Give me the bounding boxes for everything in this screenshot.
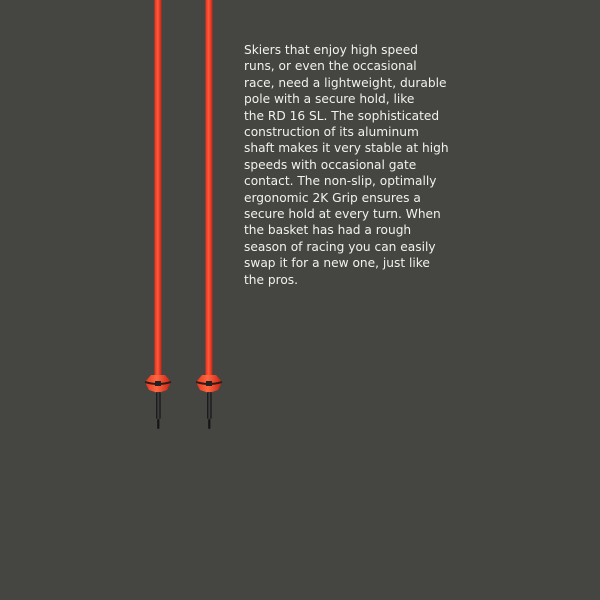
left-pole-shaft — [155, 0, 162, 376]
right-pole-point — [208, 419, 210, 429]
right-pole-tip — [207, 392, 212, 419]
left-basket-hub — [155, 381, 161, 386]
left-pole-tip — [156, 392, 161, 419]
left-pole-point — [157, 419, 159, 429]
right-pole-shaft — [206, 0, 213, 376]
right-basket-hub — [206, 381, 212, 386]
product-description: Skiers that enjoy high speed runs, or even the occasional race, need a lightweight, durable pole with a secure hold, like the RD 16 SL. The sophisticated construction of its aluminum shaft makes it very stable at high speeds with occasional gate contact. The non-slip, optimally ergonomic 2K Grip ensures a secure hold at every turn. When the basket has had a rough season of racing you can easily swap it for a new one, just like the pros. — [244, 43, 449, 287]
left-ski-pole — [145, 0, 171, 429]
right-ski-pole — [196, 0, 222, 429]
